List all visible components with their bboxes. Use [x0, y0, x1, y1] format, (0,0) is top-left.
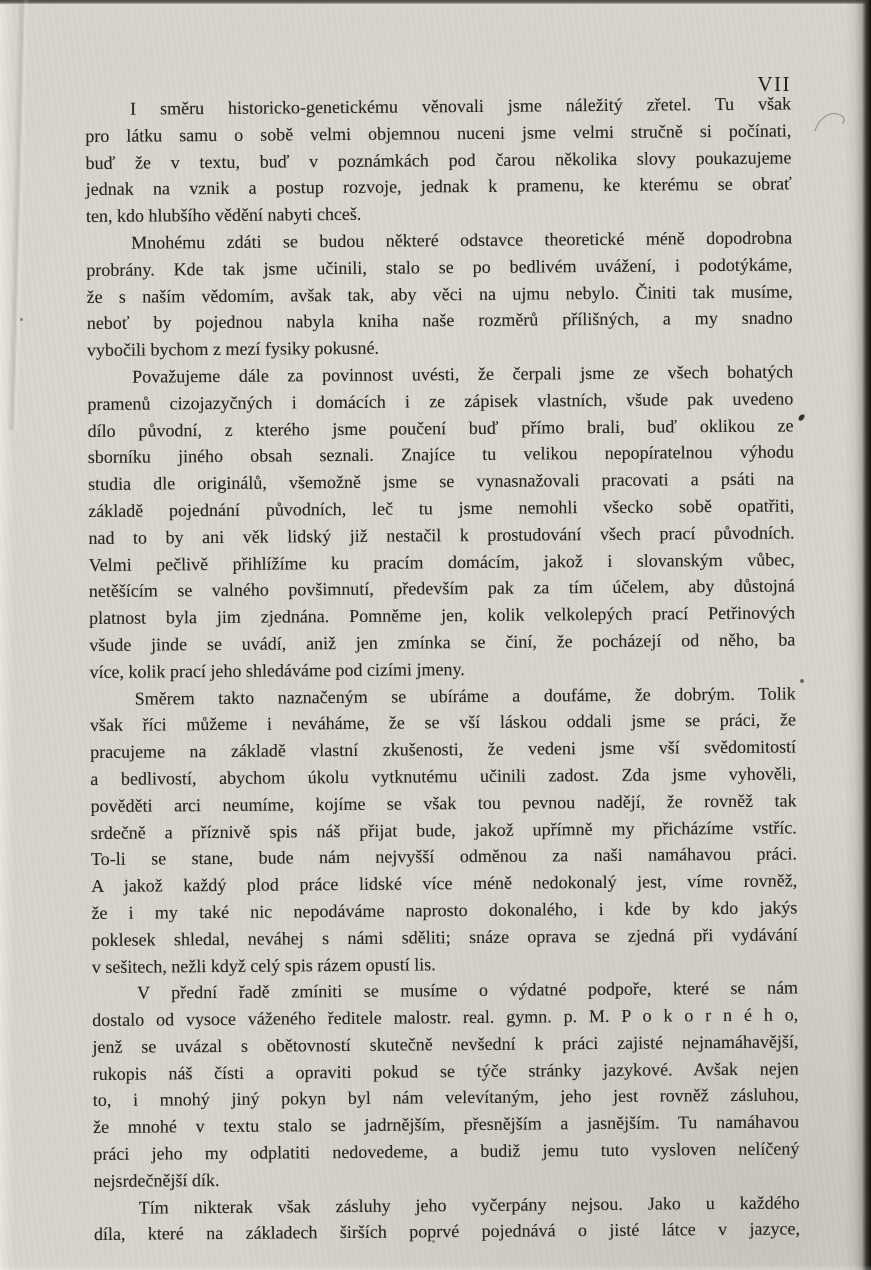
text-line: studia dle originálů, všemožně jsme se vynasnažovali pracovati a psáti na [87, 468, 795, 495]
text-line: jednak na vznik a postup rozvoje, jednak k pramenu, ke kterému se obrať [85, 173, 792, 200]
text-line: netěšícím se valného povšimnutí, především pak za tím účelem, aby důstojná [88, 575, 795, 602]
text-line: platnost byla jim zjednána. Pomněme jen, kolik velkolepých prací Petřinových [89, 602, 796, 629]
text-line: ten, kdo hlubšího vědění nabyti chceš. [85, 204, 362, 227]
text-line: poklesek shledal, neváhej s námi sděliti; snáze oprava se zjedná při vydávání [91, 924, 798, 950]
ink-speck [20, 318, 23, 321]
text-line: Považujeme dále za povinnost uvésti, že čerpali jsme ze všech bohatých [132, 361, 794, 387]
text-line: To-li se stane, bude nám nejvyšší odměnou za naši namáhavou práci. [90, 843, 798, 870]
text-line: že i my také nic nepodáváme naprosto dokonalého, i kde by kdo jakýs [91, 897, 798, 923]
text-line: srdečně a příznivě spis náš přijat bude, jakož upřímně my přicházíme vstříc. [90, 816, 797, 843]
body-text [85, 90, 800, 1248]
text-line: Směrem takto naznačeným se ubíráme a doufáme, že dobrým. Tolik [134, 682, 796, 709]
text-line: všude jinde se uvádí, aniž jen zmínka se činí, že pocházejí od něho, ba [89, 629, 796, 655]
text-line: Tím nikterak však zásluhy jeho vyčerpány nejsou. Jako u každého [138, 1192, 800, 1218]
ink-speck [798, 413, 805, 421]
text-line: práci jeho my odplatiti nedovedeme, a budiž jemu tuto vysloven nelíčený [93, 1138, 800, 1165]
text-line: jenž se uvázal s obětovností skutečně nevšední k práci zajisté nejnamáhavější, [92, 1031, 799, 1057]
text-line: že s naším vědomím, avšak tak, aby věci na ujmu nebylo. Činiti tak musíme, [86, 281, 793, 307]
ink-speck [432, 1240, 435, 1243]
page-number: VII [757, 72, 791, 96]
text-line: sborníku jiného obsah seznali. Znajíce tu velikou nepopíratelnou výhodu [87, 441, 794, 468]
paragraph [85, 90, 792, 230]
paragraph [87, 358, 796, 685]
text-line: probrány. Kde tak jsme učinili, stalo se po bedlivém uvážení, i podotýkáme, [86, 254, 793, 280]
text-line: více, kolik prací jeho shledáváme pod cizími jmeny. [89, 658, 465, 682]
text-line: A jakož každý plod práce lidské více méně nedokonalý jest, víme rovněž, [91, 870, 798, 897]
text-line: vybočili bychom z mezí fysiky pokusné. [86, 337, 380, 361]
text-line: díla, které na základech širších poprvé pojednává o jisté látce v jazyce, [93, 1218, 800, 1245]
text-line: pověděti arci neumíme, kojíme se však tou pevnou nadějí, že rovněž tak [90, 790, 797, 816]
text-line: V přední řadě zmíniti se musíme o výdatné podpoře, které se nám [136, 977, 799, 1003]
paragraph [90, 680, 798, 980]
paragraph [92, 975, 800, 1195]
text-line: buď že v textu, buď v poznámkách pod čarou několika slovy poukazujeme [85, 147, 792, 173]
paragraph [94, 1189, 800, 1248]
text-line: že mnohé v textu stalo se jadrnějším, přesnějším a jasnějším. Tu namáhavou [93, 1111, 800, 1138]
text-line: nad to by ani věk lidský již nestačil k prostudování všech prací původních. [88, 522, 795, 548]
text-line: Mnohému zdáti se budou některé odstavce theoretické méně dopodrobna [131, 227, 793, 253]
text-line: neboť by pojednou nabyla kniha naše rozměrů přílišných, a my snadno [86, 307, 793, 334]
scan-right-edge [845, 0, 871, 1270]
scan-bottom-edge [0, 1265, 871, 1270]
text-line: pro látku samu o sobě velmi objemnou nuceni jsme velmi stručně si počínati, [85, 120, 792, 146]
text-line: Velmi pečlivě přihlížíme ku pracím domácím, jakož i slovanským vůbec, [88, 548, 795, 575]
ink-speck [800, 679, 804, 683]
text-line: rukopis náš čísti a opraviti pokud se týče stránky jazykové. Avšak nejen [92, 1058, 799, 1084]
paragraph [86, 224, 793, 364]
text-line: nejsrdečnější dík. [93, 1169, 220, 1191]
text-line: pracujeme na základě vlastní zkušenosti, že vedeni jsme vší svědomitostí [90, 736, 797, 763]
text-line: pramenů cizojazyčných i domácích i ze zápisek vlastních, všude pak uvedeno [87, 388, 794, 414]
paper-crease-left [7, 0, 30, 430]
text-line: dostalo od vysoce váženého ředitele malostr. real. gymn. p. M. P o k o r n é h o, [92, 1004, 799, 1031]
text-line: v sešitech, nežli když celý spis rázem opustí lis. [91, 953, 436, 977]
text-line: I směru historicko-genetickému věnovali jsme náležitý zřetel. Tu však [130, 93, 792, 119]
text-line: však říci můžeme i neváháme, že se vší láskou oddali jsme se práci, že [89, 709, 796, 736]
text-line: základě pojednání původních, leč tu jsme nemohli všecko sobě opatřiti, [88, 495, 795, 521]
text-line: a bedlivostí, abychom úkolu vytknutému učinili zadost. Zda jsme vyhověli, [90, 763, 797, 789]
text-line: to, i mnohý jiný pokyn byl nám velevítaným, jeho jest rovněž zásluhou, [92, 1084, 799, 1111]
text-line: dílo původní, z kterého jsme poučení buď přímo brali, buď oklikou ze [87, 415, 794, 441]
scan-top-edge [0, 0, 871, 6]
